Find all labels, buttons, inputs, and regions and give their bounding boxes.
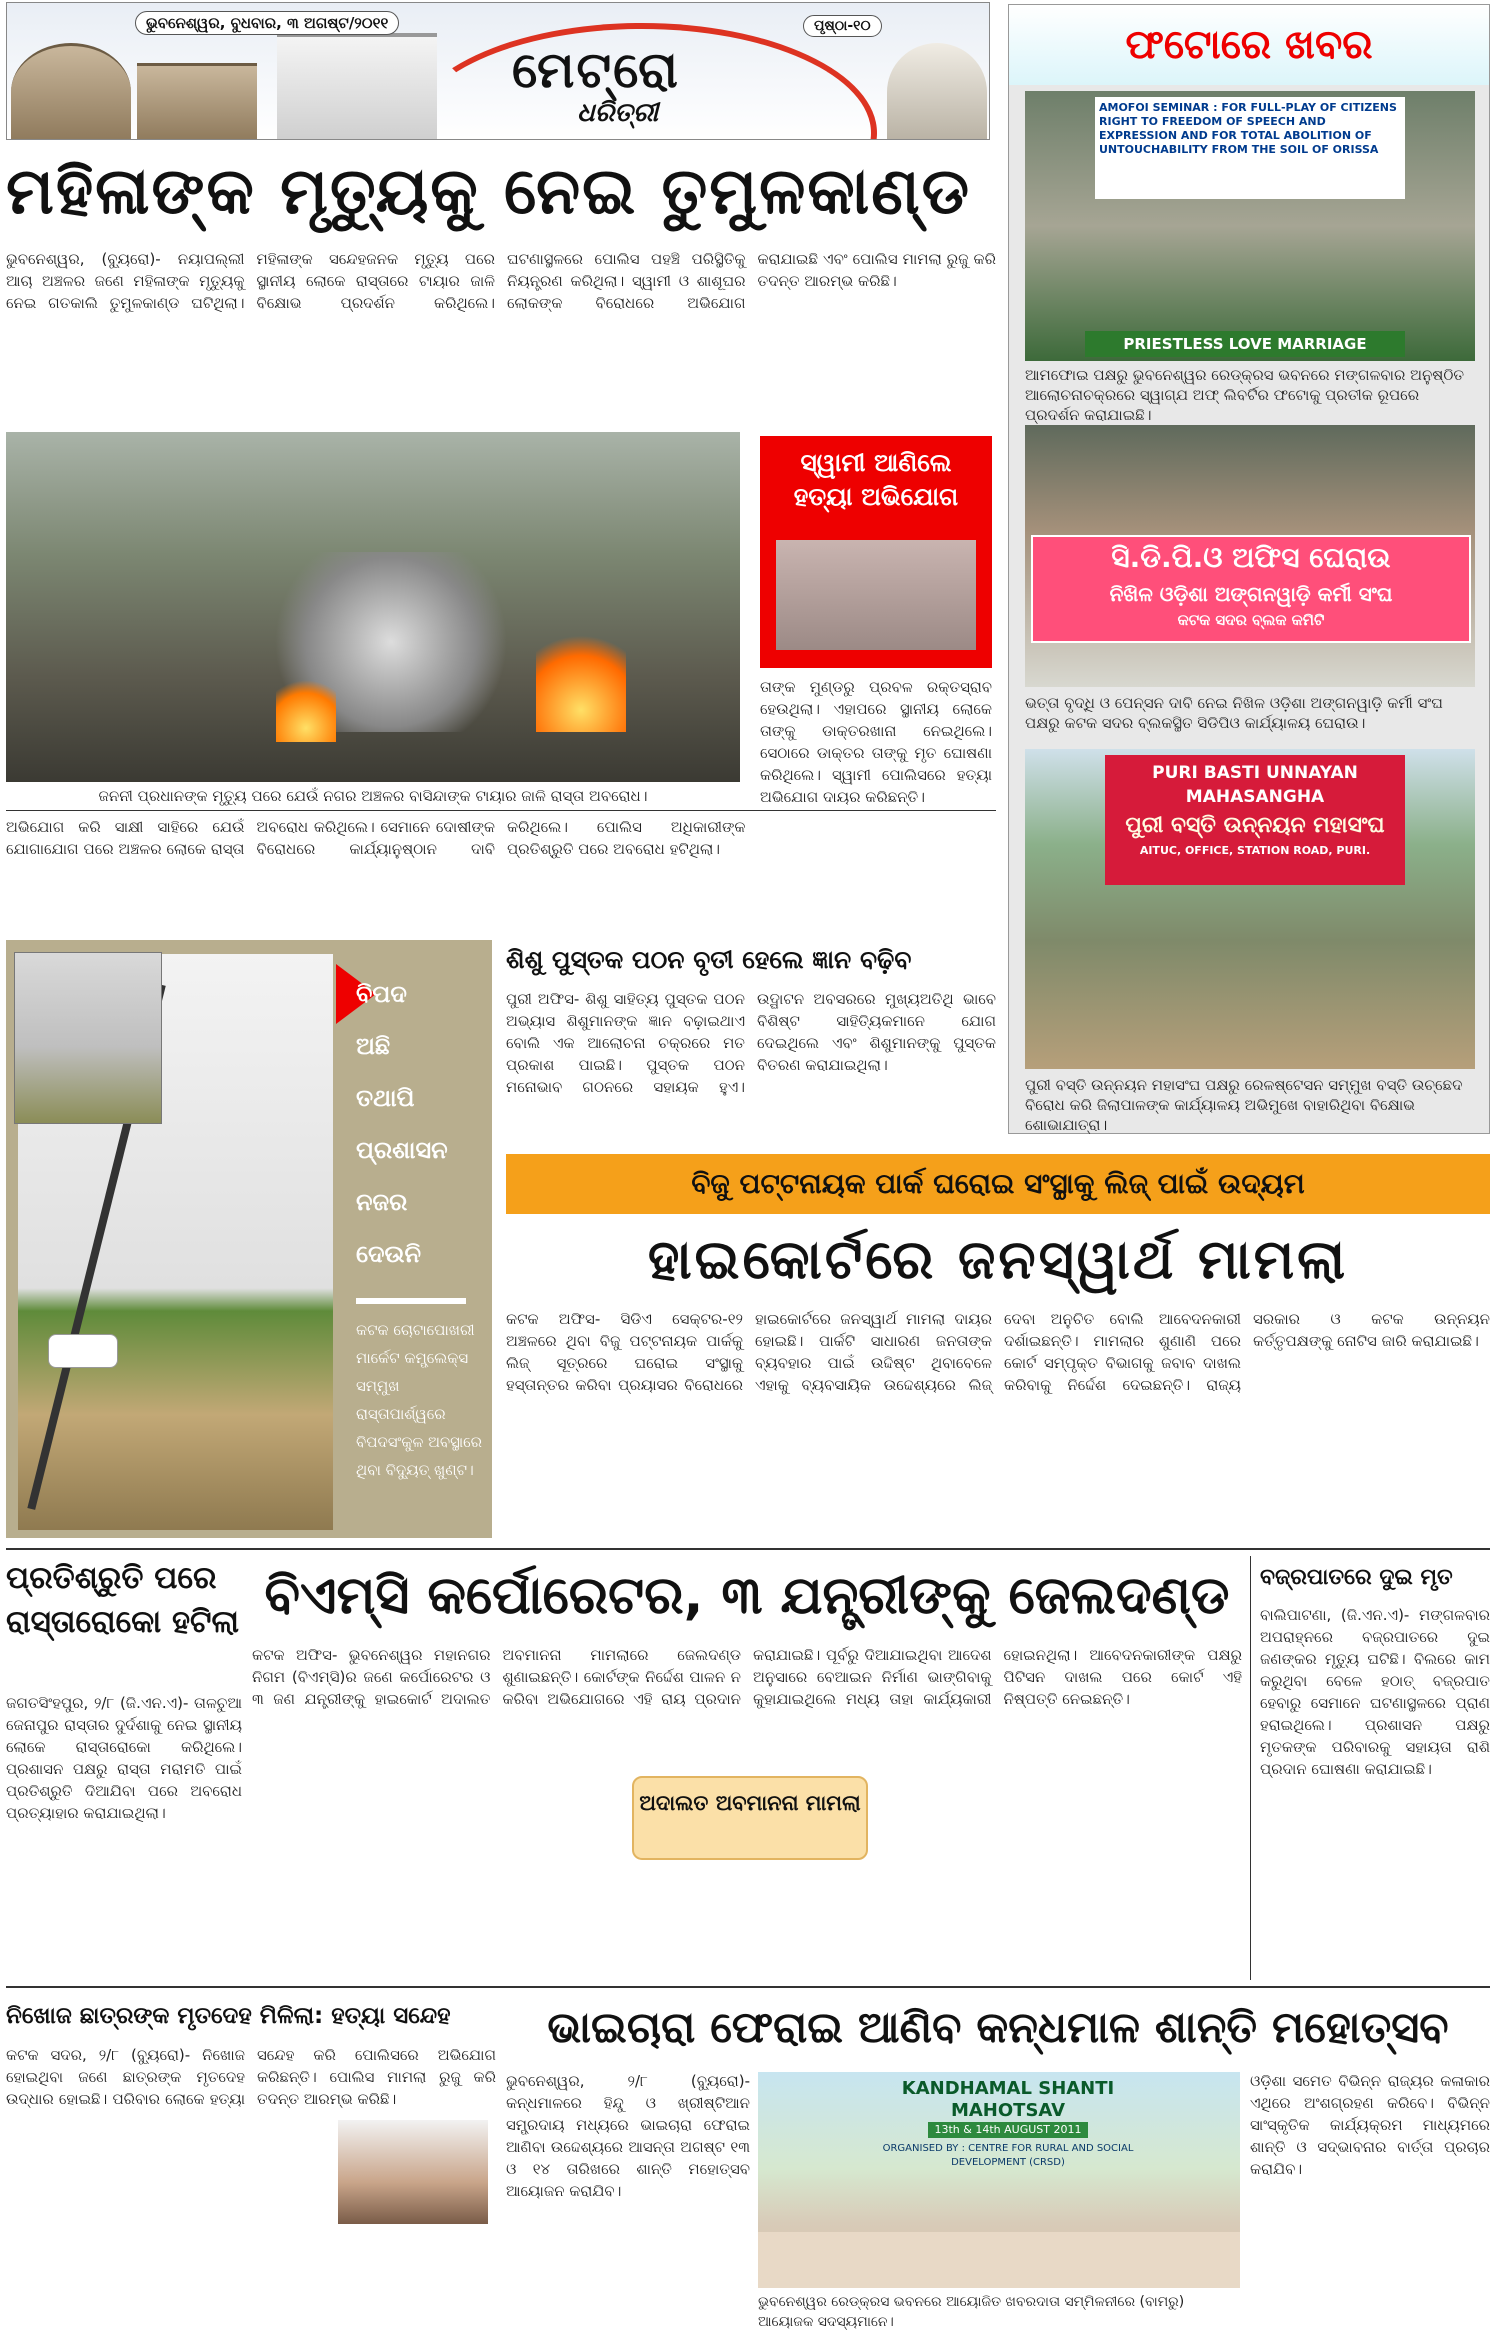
student-body: କଟକ ସଦର, ୨/୮ (ବ୍ୟୁରୋ)- ନିଖୋଜ ହୋଇଥିବା ଜଣେ ଛାତ୍ରଙ୍କ ମୃତଦେହ ଉଦ୍ଧାର ହୋଇଛି। ପରିବାର ଲୋକେ ହତ୍ୟା ସନ୍ଦେହ କରି ପୋଲିସରେ ଅଭିଯୋଗ କରିଛନ୍ତି। ପୋଲିସ ମାମଲା ରୁଜୁ କରି ତଦନ୍ତ ଆରମ୍ଭ କରିଛି। bbox=[6, 2046, 496, 2108]
page-number: ପୃଷ୍ଠା-୧୦ bbox=[803, 15, 882, 37]
section-divider bbox=[6, 1548, 1490, 1550]
bmc-headline: ବିଏମ୍‌ସି କର୍ପୋରେଟର, ୩ ଯନ୍ତ୍ରୀଙ୍କୁ ଜେଲଦଣ୍ଡ bbox=[264, 1566, 1230, 1626]
festival-banner-title: KANDHAMAL SHANTI MAHOTSAV bbox=[901, 2078, 1115, 2121]
photo-news-title: ଫଟୋରେ ଖବର bbox=[1009, 5, 1489, 85]
lead-photo-caption: ଜନନୀ ପ୍ରଧାନଙ୍କ ମୃତ୍ୟୁ ପରେ ଯେଉଁ ନଗର ଅଞ୍ଚଳର ବାସିନ୍ଦାଙ୍କ ଟାୟାର ଜାଳି ରାସ୍ତା ଅବରୋଧ। bbox=[98, 787, 648, 805]
issue-date: ଭୁବନେଶ୍ୱର, ବୁଧବାର, ୩ ଅଗଷ୍ଟ/୨୦୧୧ bbox=[135, 11, 399, 35]
seminar-caption: ଆମଫୋଇ ପକ୍ଷରୁ ଭୁବନେଶ୍ୱର ରେଡ୍‌କ୍ରସ ଭବନରେ ମଙ୍ଗଳବାର ଅନୁଷ୍ଠିତ ଆଲୋଚନାଚକ୍ରରେ ସ୍ୱାଗ୍ଯ ଅଫ୍ ଲିବର୍ଟିର ଫଟୋକୁ ପ୍ରତୀକ ରୂପରେ ପ୍ରଦର୍ଶନ କରାଯାଇଛି। bbox=[1025, 366, 1465, 424]
basti-banner-address: AITUC, OFFICE, STATION ROAD, PURI. bbox=[1139, 844, 1371, 857]
anganwadi-protest-photo bbox=[1025, 425, 1475, 687]
festival-right-body: ଓଡ଼ିଶା ସମେତ ବିଭିନ୍ନ ରାଜ୍ୟର କଳାକାର ଏଥିରେ ଅଂଶଗ୍ରହଣ କରିବେ। ବିଭିନ୍ନ ସାଂସ୍କୃତିକ କାର୍ଯ୍ୟକ୍ରମ ମାଧ୍ୟମରେ ଶାନ୍ତି ଓ ସଦ୍ଭାବନାର ବାର୍ତ୍ତା ପ୍ରଚାର କରାଯିବ। bbox=[1250, 2072, 1490, 2178]
park-kicker: ବିଜୁ ପଟ୍ଟନାୟକ ପାର୍କ ଘରୋଇ ସଂସ୍ଥାକୁ ଲିଜ୍ ପାଇଁ ଉଦ୍ୟମ bbox=[506, 1154, 1490, 1214]
lead-body: ଭୁବନେଶ୍ୱର, (ବ୍ୟୁରୋ)- ନୟାପଲ୍ଲୀ ଆଚା ଅଞ୍ଚଳର ଜଣେ ମହିଳାଙ୍କ ମୃତ୍ୟୁକୁ ନେଇ ଗତକାଲି ତୁମୁଳକାଣ୍ଡ ଘଟିଥିଲା। ମହିଳାଙ୍କ ସନ୍ଦେହଜନକ ମୃତ୍ୟୁ ପରେ ସ୍ଥାନୀୟ ଲୋକେ ରାସ୍ତାରେ ଟାୟାର ଜାଳି ବିକ୍ଷୋଭ ପ୍ରଦର୍ଶନ କରିଥିଲେ। ଘଟଣାସ୍ଥଳରେ ପୋଲିସ ପହଞ୍ଚି ପରିସ୍ଥିତିକୁ ନିୟନ୍ତ୍ରଣ କରିଥିଲା। ସ୍ୱାମୀ ଓ ଶାଶୂଘର ଲୋକଙ୍କ ବିରୋଧରେ ଅଭିଯୋଗ କରାଯାଇଛି ଏବଂ ପୋଲିସ ମାମଲା ରୁଜୁ କରି ତଦନ୍ତ ଆରମ୍ଭ କରିଛି। bbox=[6, 250, 996, 312]
basti-rally-photo bbox=[1025, 749, 1475, 1069]
basti-banner bbox=[1105, 755, 1405, 885]
danger-caption: କଟକ ଚୋଟାପୋଖରୀ ମାର୍କେଟ କମ୍ପ୍ଲେକ୍ସ ସମ୍ମୁଖ ରାସ୍ତାପାର୍ଶ୍ୱରେ ବିପଦସଂକୁଳ ଅବସ୍ଥାରେ ଥିବା ବିଦ୍ୟୁତ୍ ଖୁଣ୍ଟ। bbox=[356, 1321, 483, 1479]
basti-caption: ପୁରୀ ବସ୍ତି ଉନ୍ନୟନ ମହାସଂଘ ପକ୍ଷରୁ ରେଳଷ୍ଟେସନ ସମ୍ମୁଖ ବସ୍ତି ଉଚ୍ଛେଦ ବିରୋଧ କରି ଜିଲାପାଳଙ୍କ କାର୍ଯ୍ୟାଳୟ ଅଭିମୁଖେ ବାହାରିଥିବା ବିକ୍ଷୋଭ ଶୋଭାଯାତ୍ରା। bbox=[1025, 1076, 1463, 1134]
seminar-photo bbox=[1025, 91, 1475, 361]
anganwadi-banner-line3: କଟକ ସଦର ବ୍ଲକ କମିଟି bbox=[1177, 611, 1325, 629]
danger-line: ଅଛି bbox=[356, 1032, 391, 1060]
roadblock-body: ଜଗତସିଂହପୁର, ୨/୮ (ଜି.ଏନ.ଏ)- ତାଳଚୁଆ ଜେନାପୁର ରାସ୍ତାର ଦୁର୍ଦଶାକୁ ନେଇ ସ୍ଥାନୀୟ ଲୋକେ ରାସ୍ତାରୋକୋ କରିଥିଲେ। ପ୍ରଶାସନ ପକ୍ଷରୁ ରାସ୍ତା ମରାମତି ପାଇଁ ପ୍ରତିଶ୍ରୁତି ଦିଆଯିବା ପରେ ଅବରୋଧ ପ୍ରତ୍ୟାହାର କରାଯାଇଥିଲା। bbox=[6, 1694, 242, 1822]
danger-divider bbox=[356, 1298, 466, 1304]
fire-flame bbox=[276, 672, 336, 742]
victim-photo bbox=[776, 540, 976, 650]
park-headline: ହାଇକୋର୍ଟରେ ଜନସ୍ୱାର୍ଥ ମାମଲା bbox=[647, 1228, 1349, 1291]
masthead-subtitle: ଧରିତ୍ରୀ bbox=[577, 98, 659, 128]
danger-line: ନଜର bbox=[356, 1188, 408, 1216]
temple-illustration bbox=[137, 63, 257, 140]
anganwadi-caption: ଭତ୍ତା ବୃଦ୍ଧି ଓ ପେନ୍‌ସନ ଦାବି ନେଇ ନିଖିଳ ଓଡ଼ିଶା ଅଙ୍ଗନୱାଡ଼ି କର୍ମୀ ସଂଘ ପକ୍ଷରୁ କଟକ ସଦର ବ୍ଲକସ୍ଥିତ ସିଡିପିଓ କାର୍ଯ୍ୟାଳୟ ଘେରାଉ। bbox=[1025, 694, 1443, 732]
festival-banner-date: 13th & 14th AUGUST 2011 bbox=[928, 2122, 1088, 2138]
divider bbox=[6, 810, 996, 811]
danger-line: ପ୍ରଶାସନ bbox=[356, 1136, 448, 1164]
lead-headline-wrap bbox=[6, 152, 996, 232]
husband-allegation-box bbox=[760, 436, 992, 668]
fire-flame bbox=[536, 622, 626, 732]
masthead-title: ମେଟ୍ରୋ bbox=[512, 41, 680, 99]
festival-photo-caption: ଭୁବନେଶ୍ୱର ରେଡ୍‌କ୍ରସ ଭବନରେ ଆୟୋଜିତ ଖବରଦାତା ସମ୍ମିଳନୀରେ (ବାମରୁ) ଆୟୋଜକ ସଦସ୍ୟମାନେ। bbox=[758, 2294, 1185, 2330]
temple-illustration bbox=[11, 43, 131, 140]
festival-headline: ଭାଇଚାରା ଫେରାଇ ଆଣିବ କନ୍ଧମାଳ ଶାନ୍ତି ମହୋତ୍ସବ bbox=[547, 2003, 1449, 2053]
broken-pole-inset bbox=[14, 952, 162, 1124]
book-headline: ଶିଶୁ ପୁସ୍ତକ ପଠନ ବୃତୀ ହେଲେ ଜ୍ଞାନ ବଢ଼ିବ bbox=[506, 945, 912, 974]
lightning-body: ବାଲିପାଟଣା, (ଜି.ଏନ.ଏ)- ମଙ୍ଗଳବାର ଅପରାହ୍ନରେ ବଜ୍ରପାତରେ ଦୁଇ ଜଣଙ୍କର ମୃତ୍ୟୁ ଘଟିଛି। ବିଲରେ କାମ କରୁଥିବା ବେଳେ ହଠାତ୍ ବଜ୍ରପାତ ହେବାରୁ ସେମାନେ ଘଟଣାସ୍ଥଳରେ ପ୍ରାଣ ହରାଇଥିଲେ। ପ୍ରଶାସନ ପକ୍ଷରୁ ମୃତକଙ୍କ ପରିବାରକୁ ସହାୟତା ରାଶି ପ୍ରଦାନ ଘୋଷଣା କରାଯାଇଛି। bbox=[1260, 1606, 1490, 1778]
lead-photo bbox=[6, 432, 740, 782]
festival-press-meet-photo bbox=[758, 2072, 1240, 2288]
danger-headline bbox=[356, 968, 486, 1280]
column-divider bbox=[1250, 1556, 1251, 1980]
stupa-illustration bbox=[887, 43, 987, 140]
parked-car bbox=[48, 1334, 118, 1368]
lead-continued: ଅଭିଯୋଗ କରି ସାକ୍ଷୀ ସାହିରେ ଯେଉଁ ଯୋଗାଯୋଗ ପରେ ଅଞ୍ଚଳର ଲୋକେ ରାସ୍ତା ଅବରୋଧ କରିଥିଲେ। ସେମାନେ ଦୋଷୀଙ୍କ ବିରୋଧରେ କାର୍ଯ୍ୟାନୁଷ୍ଠାନ ଦାବି କରିଥିଲେ। ପୋଲିସ ଅଧିକାରୀଙ୍କ ପ୍ରତିଶ୍ରୁତି ପରେ ଅବରୋଧ ହଟିଥିଲା। bbox=[6, 818, 746, 858]
press-table bbox=[758, 2232, 1240, 2288]
book-body: ପୁରୀ ଅଫିସ- ଶିଶୁ ସାହିତ୍ୟ ପୁସ୍ତକ ପଠନ ଅଭ୍ୟାସ ଶିଶୁମାନଙ୍କ ଜ୍ଞାନ ବଢ଼ାଇଥାଏ ବୋଲି ଏକ ଆଲୋଚନା ଚକ୍ରରେ ମତ ପ୍ରକାଶ ପାଇଛି। ପୁସ୍ତକ ପଠନ ମନୋଭାବ ଗଠନରେ ସହାୟକ ହୁଏ। ଉଦ୍ଘାଟନ ଅବସରରେ ମୁଖ୍ୟଅତିଥି ଭାବେ ବିଶିଷ୍ଟ ସାହିତ୍ୟିକମାନେ ଯୋଗ ଦେଇଥିଲେ ଏବଂ ଶିଶୁମାନଙ୍କୁ ପୁସ୍ତକ ବିତରଣ କରାଯାଇଥିଲା। bbox=[506, 990, 996, 1096]
park-body: କଟକ ଅଫିସ- ସିଡିଏ ସେକ୍ଟର-୧୨ ଅଞ୍ଚଳରେ ଥିବା ବିଜୁ ପଟ୍ଟନାୟକ ପାର୍କକୁ ଲିଜ୍ ସୂତ୍ରରେ ଘରୋଇ ସଂସ୍ଥାକୁ ହସ୍ତାନ୍ତର କରିବା ପ୍ରୟାସର ବିରୋଧରେ ହାଇକୋର୍ଟରେ ଜନସ୍ୱାର୍ଥ ମାମଲା ଦାୟର ହୋଇଛି। ପାର୍କଟି ସାଧାରଣ ଜନତାଙ୍କ ବ୍ୟବହାର ପାଇଁ ଉଦ୍ଦିଷ୍ଟ ଥିବାବେଳେ ଏହାକୁ ବ୍ୟବସାୟିକ ଉଦ୍ଦେଶ୍ୟରେ ଲିଜ୍ ଦେବା ଅନୁଚିତ ବୋଲି ଆବେଦନକାରୀ ଦର୍ଶାଇଛନ୍ତି। ମାମଲାର ଶୁଣାଣି ପରେ କୋର୍ଟ ସମ୍ପୃକ୍ତ ବିଭାଗକୁ ଜବାବ ଦାଖଲ କରିବାକୁ ନିର୍ଦ୍ଦେଶ ଦେଇଛନ୍ତି। ରାଜ୍ୟ ସରକାର ଓ କଟକ ଉନ୍ନୟନ କର୍ତ୍ତୃପକ୍ଷଙ୍କୁ ନୋଟିସ ଜାରି କରାଯାଇଛି। bbox=[506, 1310, 1490, 1394]
student-headline: ନିଖୋଜ ଛାତ୍ରଙ୍କ ମୃତଦେହ ମିଳିଲା: ହତ୍ୟା ସନ୍ଦେହ bbox=[6, 2003, 451, 2029]
photo-news-sidebar bbox=[1008, 4, 1490, 1134]
student-photo bbox=[338, 2120, 488, 2224]
inset-body: ତାଙ୍କ ମୁଣ୍ଡରୁ ପ୍ରବଳ ରକ୍ତସ୍ରାବ ହେଉଥିଲା। ଏହାପରେ ସ୍ଥାନୀୟ ଲୋକେ ତାଙ୍କୁ ଡାକ୍ତରଖାନା ନେଇଥିଲେ। ସେଠାରେ ଡାକ୍ତର ତାଙ୍କୁ ମୃତ ଘୋଷଣା କରିଥିଲେ। ସ୍ୱାମୀ ପୋଲିସରେ ହତ୍ୟା ଅଭିଯୋଗ ଦାୟର କରିଛନ୍ତି। bbox=[760, 678, 992, 806]
bmc-body: କଟକ ଅଫିସ- ଭୁବନେଶ୍ୱର ମହାନଗର ନିଗମ (ବିଏମ୍‌ସି)ର ଜଣେ କର୍ପୋରେଟର ଓ ୩ ଜଣ ଯନ୍ତ୍ରୀଙ୍କୁ ହାଇକୋର୍ଟ ଅଦାଲତ ଅବମାନନା ମାମଲାରେ ଜେଲଦଣ୍ଡ ଶୁଣାଇଛନ୍ତି। କୋର୍ଟଙ୍କ ନିର୍ଦ୍ଦେଶ ପାଳନ ନ କରିବା ଅଭିଯୋଗରେ ଏହି ରାୟ ପ୍ରଦାନ କରାଯାଇଛି। ପୂର୍ବରୁ ଦିଆଯାଇଥିବା ଆଦେଶ ଅନୁସାରେ ବେଆଇନ ନିର୍ମାଣ ଭାଙ୍ଗିବାକୁ କୁହାଯାଇଥିଲେ ମଧ୍ୟ ତାହା କାର୍ଯ୍ୟକାରୀ ହୋଇନଥିଲା। ଆବେଦନକାରୀଙ୍କ ପକ୍ଷରୁ ପିଟିସନ ଦାଖଲ ପରେ କୋର୍ଟ ଏହି ନିଷ୍ପତ୍ତି ନେଇଛନ୍ତି। bbox=[252, 1646, 1242, 1708]
masthead-banner bbox=[6, 2, 990, 140]
seminar-banner: AMOFOI SEMINAR : FOR FULL-PLAY OF CITIZENS RIGHT TO FREEDOM OF SPEECH AND EXPRESSION AND FOR TOTAL ABOLITION OF UNTOUCHABILITY FROM THE SOIL OF ORISSA bbox=[1095, 97, 1405, 199]
danger-line: ତଥାପି bbox=[356, 1084, 415, 1112]
lightning-headline: ବଜ୍ରପାତରେ ଦୁଇ ମୃତ bbox=[1260, 1565, 1453, 1590]
festival-body: ଭୁବନେଶ୍ୱର, ୨/୮ (ବ୍ୟୁରୋ)- କନ୍ଧମାଳରେ ହିନ୍ଦୁ ଓ ଖ୍ରୀଷ୍ଟିଆନ ସମ୍ପ୍ରଦାୟ ମଧ୍ୟରେ ଭାଇଚାରା ଫେରାଇ ଆଣିବା ଉଦ୍ଦେଶ୍ୟରେ ଆସନ୍ତା ଅଗଷ୍ଟ ୧୩ ଓ ୧୪ ତାରିଖରେ ଶାନ୍ତି ମହୋତ୍ସବ ଆୟୋଜନ କରାଯିବ। bbox=[506, 2072, 750, 2200]
basti-banner-odia: ପୁରୀ ବସ୍ତି ଉନ୍ନୟନ ମହାସଂଘ bbox=[1125, 813, 1385, 838]
festival-banner-org: ORGANISED BY : CENTRE FOR RURAL AND SOCIAL DEVELOPMENT (CRSD) bbox=[882, 2143, 1134, 2168]
anganwadi-banner-line2: ନିଖିଳ ଓଡ଼ିଶା ଅଙ୍ଗନୱାଡ଼ି କର୍ମୀ ସଂଘ bbox=[1109, 582, 1393, 606]
anganwadi-banner bbox=[1031, 535, 1471, 643]
danger-feature-box bbox=[6, 940, 492, 1538]
inset-title: ସ୍ୱାମୀ ଆଣିଲେ ହତ୍ୟା ଅଭିଯୋଗ bbox=[793, 448, 959, 511]
danger-line: ଦେଉନି bbox=[356, 1240, 422, 1268]
anganwadi-banner-line1: ସି.ଡି.ପି.ଓ ଅଫିସ ଘେରାଉ bbox=[1111, 541, 1391, 574]
lead-headline: ମହିଳାଙ୍କ ମୃତ୍ୟୁକୁ ନେଇ ତୁମୁଳକାଣ୍ଡ bbox=[6, 155, 972, 229]
contempt-highlight-box: ଅଦାଲତ ଅବମାନନା ମାମଲା bbox=[632, 1776, 868, 1860]
roadblock-headline: ପ୍ରତିଶ୍ରୁତି ପରେ ରାସ୍ତାରୋକୋ ହଟିଲା bbox=[6, 1560, 240, 1640]
basti-banner-english: PURI BASTI UNNAYAN MAHASANGHA bbox=[1152, 763, 1358, 807]
danger-line: ବିପଦ bbox=[356, 980, 407, 1008]
seminar-banner-footer: PRIESTLESS LOVE MARRIAGE bbox=[1085, 331, 1405, 357]
section-divider bbox=[6, 1986, 1490, 1988]
